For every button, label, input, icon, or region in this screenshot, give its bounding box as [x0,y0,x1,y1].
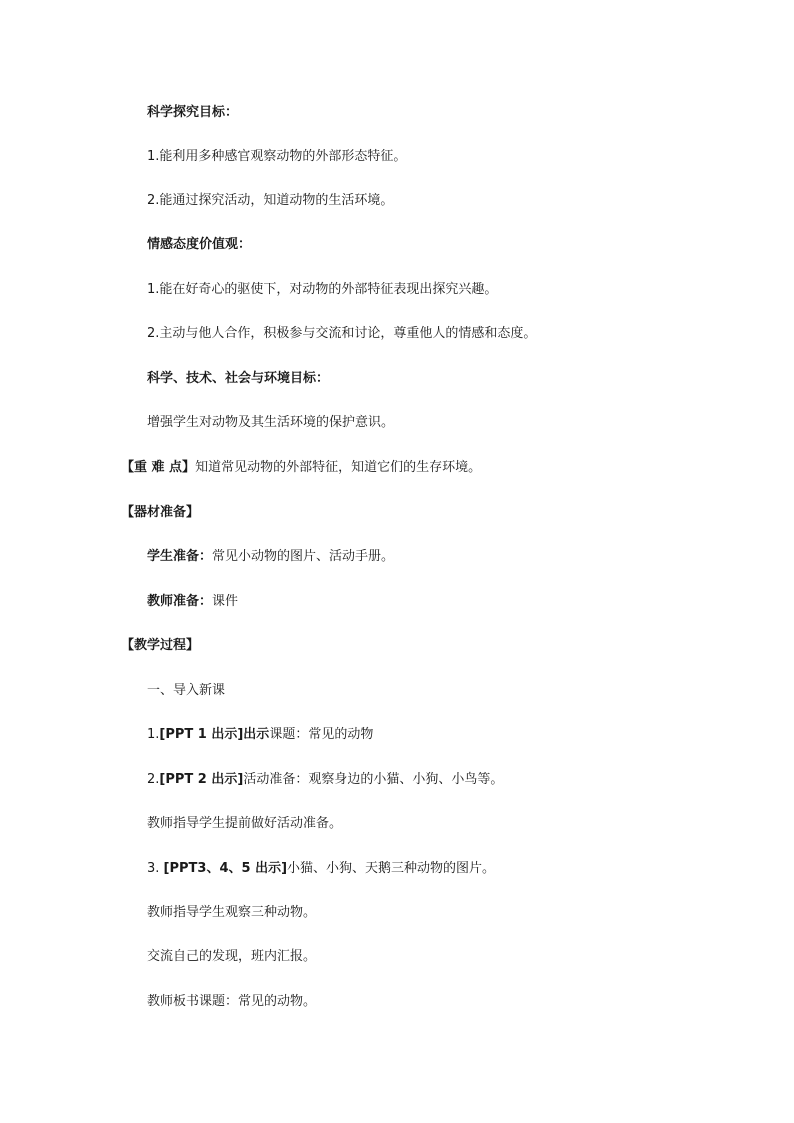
science-goal-heading: 科学探究目标： [147,105,239,120]
step-3-tag: [PPT3、4、5 出示] [163,861,288,876]
teacher-prep-text: 课件 [212,594,239,609]
teacher-guide-1: 教师指导学生提前做好活动准备。 [147,816,343,831]
sts-text: 增强学生对动物及其生活环境的保护意识。 [147,415,395,430]
step-1-text: 课题：常见的动物 [269,727,374,742]
step-1-line [147,726,373,744]
attitude-item-1: 1.能在好奇心的驱使下，对动物的外部特征表现出探究兴趣。 [147,282,498,297]
key-points-label: 【重 难 点】 [121,460,196,475]
board-title: 教师板书课题：常见的动物。 [147,994,317,1009]
student-prep-line [147,548,394,566]
teacher-guide-2: 教师指导学生观察三种动物。 [147,905,317,920]
teacher-prep-line [147,593,238,611]
attitude-heading: 情感态度价值观： [147,237,252,252]
science-goal-item-1: 1.能利用多种感官观察动物的外部形态特征。 [147,149,407,164]
process-heading: 【教学过程】 [121,638,200,653]
step-2-tag: [PPT 2 出示] [159,772,244,787]
key-points-text: 知道常见动物的外部特征，知道它们的生存环境。 [195,460,482,475]
student-prep-text: 常见小动物的图片、活动手册。 [212,549,395,564]
section-intro: 一、导入新课 [147,683,226,698]
science-goal-item-2: 2.能通过探究活动，知道动物的生活环境。 [147,193,394,208]
step-3-line [147,860,495,878]
step-2-line [147,771,503,789]
attitude-item-2: 2.主动与他人合作，积极参与交流和讨论，尊重他人的情感和态度。 [147,326,537,341]
step-3-prefix: 3. [147,861,164,876]
key-points-line [121,459,481,477]
teacher-prep-label: 教师准备： [147,594,213,609]
step-2-text: 活动准备：观察身边的小猫、小狗、小鸟等。 [243,772,504,787]
share-findings: 交流自己的发现，班内汇报。 [147,949,317,964]
step-1-prefix: 1. [147,727,160,742]
materials-heading: 【器材准备】 [121,505,200,520]
sts-heading: 科学、技术、社会与环境目标： [147,371,330,386]
step-3-text: 小猫、小狗、天鹅三种动物的图片。 [287,861,496,876]
step-1-tag: [PPT 1 出示]出示 [159,727,270,742]
student-prep-label: 学生准备： [147,549,213,564]
step-2-prefix: 2. [147,772,160,787]
